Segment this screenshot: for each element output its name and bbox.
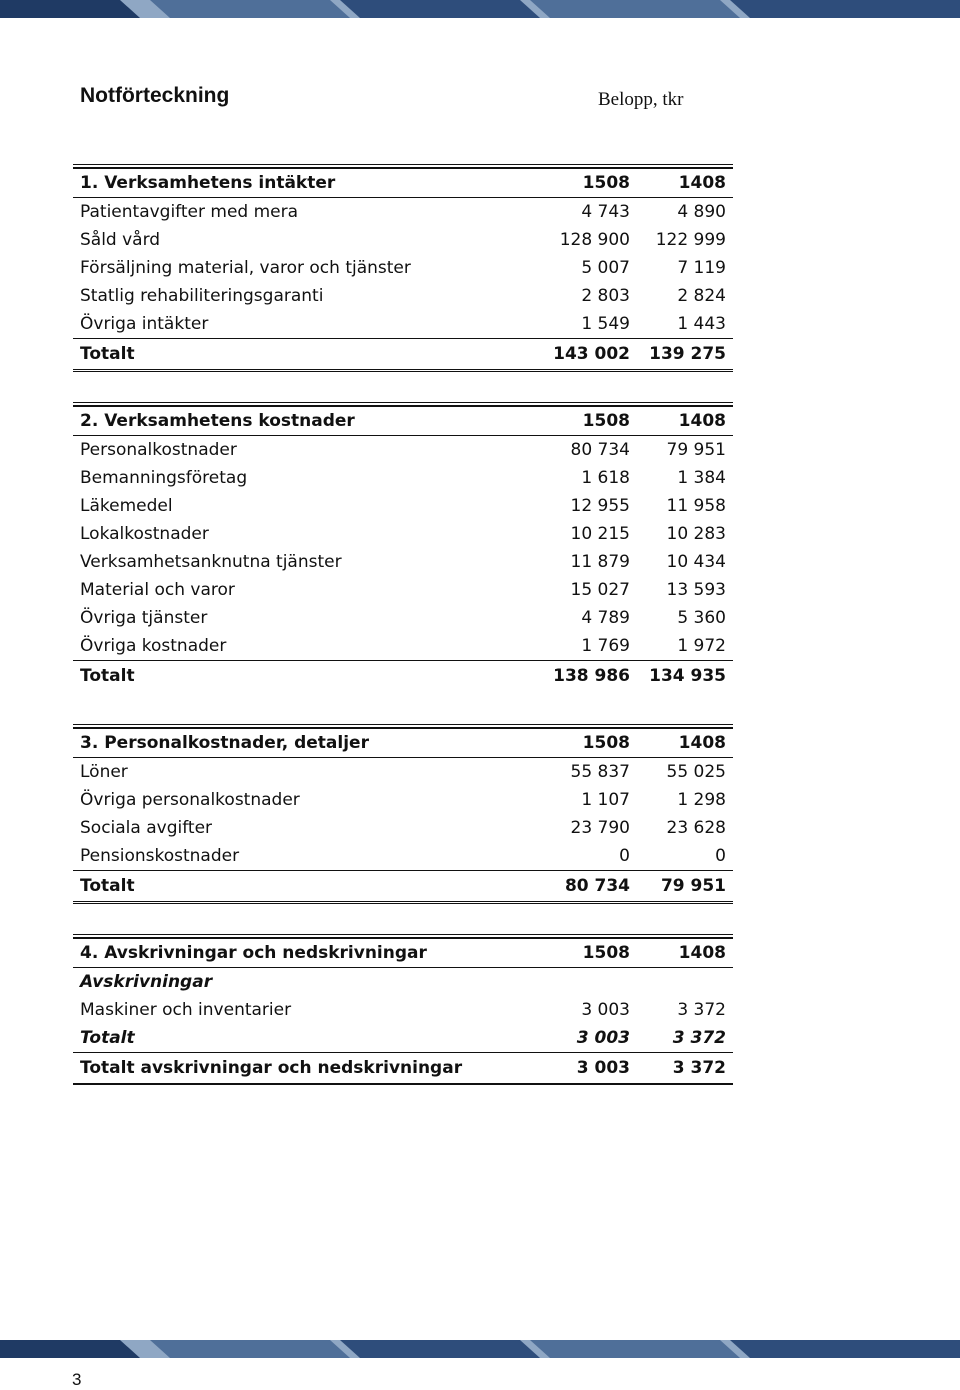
note-heading-row (73, 939, 733, 968)
column-header-2: 1408 (678, 943, 726, 963)
row-value-2: 13 593 (666, 580, 726, 600)
row-value-2: 3 372 (677, 1000, 726, 1020)
table-row (73, 842, 733, 870)
row-value-2: 5 360 (677, 608, 726, 628)
note-heading: 4. Avskrivningar och nedskrivningar (80, 943, 427, 963)
column-header-2: 1408 (678, 173, 726, 193)
note-heading: 2. Verksamhetens kostnader (80, 411, 355, 431)
row-value-2: 1 384 (677, 468, 726, 488)
row-label: Bemanningsföretag (80, 468, 248, 488)
column-header-1: 1508 (582, 173, 630, 193)
row-label: Övriga kostnader (80, 636, 227, 656)
table-row (73, 548, 733, 576)
row-label: Övriga tjänster (80, 608, 208, 628)
row-label: Såld vård (80, 230, 161, 250)
subtotal-value-2: 3 372 (672, 1028, 726, 1048)
total-value-1: 138 986 (553, 666, 630, 686)
total-value-1: 80 734 (564, 876, 630, 896)
row-value-1: 12 955 (570, 496, 630, 516)
total-value-1: 143 002 (553, 344, 630, 364)
row-value-1: 5 007 (581, 258, 630, 278)
note-3-table (73, 724, 733, 904)
row-value-1: 1 549 (581, 314, 630, 334)
column-header-1: 1508 (582, 411, 630, 431)
table-row (73, 492, 733, 520)
note-heading: 3. Personalkostnader, detaljer (80, 733, 369, 753)
row-label: Personalkostnader (80, 440, 237, 460)
table-row (73, 576, 733, 604)
subtotal-row (73, 1024, 733, 1052)
table-row (73, 996, 733, 1024)
row-value-2: 55 025 (666, 762, 726, 782)
row-value-1: 1 107 (581, 790, 630, 810)
table-row (73, 632, 733, 660)
total-value-2: 79 951 (660, 876, 726, 896)
row-label: Löner (80, 762, 128, 782)
grand-total-value-1: 3 003 (576, 1058, 630, 1078)
row-value-2: 0 (715, 846, 726, 866)
total-value-2: 139 275 (649, 344, 726, 364)
table-row (73, 436, 733, 464)
subheading-row (73, 968, 733, 996)
row-label: Verksamhetsanknutna tjänster (80, 552, 342, 572)
total-label: Totalt (80, 876, 135, 896)
row-label: Övriga intäkter (80, 314, 209, 334)
column-header-1: 1508 (582, 943, 630, 963)
total-row (73, 870, 733, 904)
table-row (73, 758, 733, 786)
table-row (73, 814, 733, 842)
note-heading-row (73, 729, 733, 758)
row-value-2: 2 824 (677, 286, 726, 306)
table-row (73, 310, 733, 338)
note-1-table (73, 164, 733, 372)
row-value-1: 1 618 (581, 468, 630, 488)
row-label: Försäljning material, varor och tjänster (80, 258, 411, 278)
row-value-1: 15 027 (570, 580, 630, 600)
grand-total-value-2: 3 372 (672, 1058, 726, 1078)
grand-total-row (73, 1052, 733, 1085)
total-label: Totalt (80, 666, 135, 686)
note-4-table (73, 934, 733, 1085)
row-label: Statlig rehabiliteringsgaranti (80, 286, 324, 306)
row-value-1: 128 900 (559, 230, 630, 250)
row-value-2: 1 298 (677, 790, 726, 810)
row-value-2: 10 434 (666, 552, 726, 572)
row-label: Material och varor (80, 580, 235, 600)
total-row (73, 338, 733, 372)
row-label: Läkemedel (80, 496, 173, 516)
row-value-1: 4 789 (581, 608, 630, 628)
grand-total-label: Totalt avskrivningar och nedskrivningar (80, 1058, 463, 1078)
row-value-2: 79 951 (666, 440, 726, 460)
row-value-1: 3 003 (581, 1000, 630, 1020)
row-value-1: 55 837 (570, 762, 630, 782)
bottom-decorative-band (0, 1340, 960, 1358)
note-heading-row (73, 407, 733, 436)
table-row (73, 226, 733, 254)
amount-unit-label: Belopp, tkr (598, 89, 684, 110)
total-row (73, 660, 733, 691)
row-label: Maskiner och inventarier (80, 1000, 292, 1020)
row-label: Övriga personalkostnader (80, 790, 300, 810)
row-value-2: 7 119 (677, 258, 726, 278)
row-value-2: 1 443 (677, 314, 726, 334)
table-row (73, 198, 733, 226)
row-value-1: 23 790 (570, 818, 630, 838)
row-label: Sociala avgifter (80, 818, 213, 838)
row-value-1: 0 (619, 846, 630, 866)
row-value-1: 10 215 (570, 524, 630, 544)
column-header-2: 1408 (678, 411, 726, 431)
table-row (73, 520, 733, 548)
subtotal-value-1: 3 003 (576, 1028, 630, 1048)
note-heading-row (73, 169, 733, 198)
column-header-1: 1508 (582, 733, 630, 753)
row-value-1: 2 803 (581, 286, 630, 306)
top-decorative-band (0, 0, 960, 18)
row-value-1: 1 769 (581, 636, 630, 656)
row-value-1: 11 879 (570, 552, 630, 572)
table-row (73, 464, 733, 492)
total-value-2: 134 935 (649, 666, 726, 686)
row-value-2: 10 283 (666, 524, 726, 544)
row-value-2: 4 890 (677, 202, 726, 222)
note-2-table (73, 402, 733, 691)
row-label: Pensionskostnader (80, 846, 240, 866)
row-label: Lokalkostnader (80, 524, 209, 544)
page-number: 3 (72, 1370, 82, 1389)
table-row (73, 604, 733, 632)
total-label: Totalt (80, 344, 135, 364)
column-header-2: 1408 (678, 733, 726, 753)
page-title: Notförteckning (80, 84, 230, 107)
row-value-2: 11 958 (666, 496, 726, 516)
row-value-1: 4 743 (581, 202, 630, 222)
table-row (73, 282, 733, 310)
table-row (73, 254, 733, 282)
row-label: Patientavgifter med mera (80, 202, 299, 222)
table-row (73, 786, 733, 814)
row-value-2: 122 999 (655, 230, 726, 250)
row-value-2: 1 972 (677, 636, 726, 656)
row-value-1: 80 734 (570, 440, 630, 460)
row-value-2: 23 628 (666, 818, 726, 838)
subheading-label: Avskrivningar (80, 972, 213, 992)
subtotal-label: Totalt (80, 1028, 135, 1048)
note-heading: 1. Verksamhetens intäkter (80, 173, 336, 193)
